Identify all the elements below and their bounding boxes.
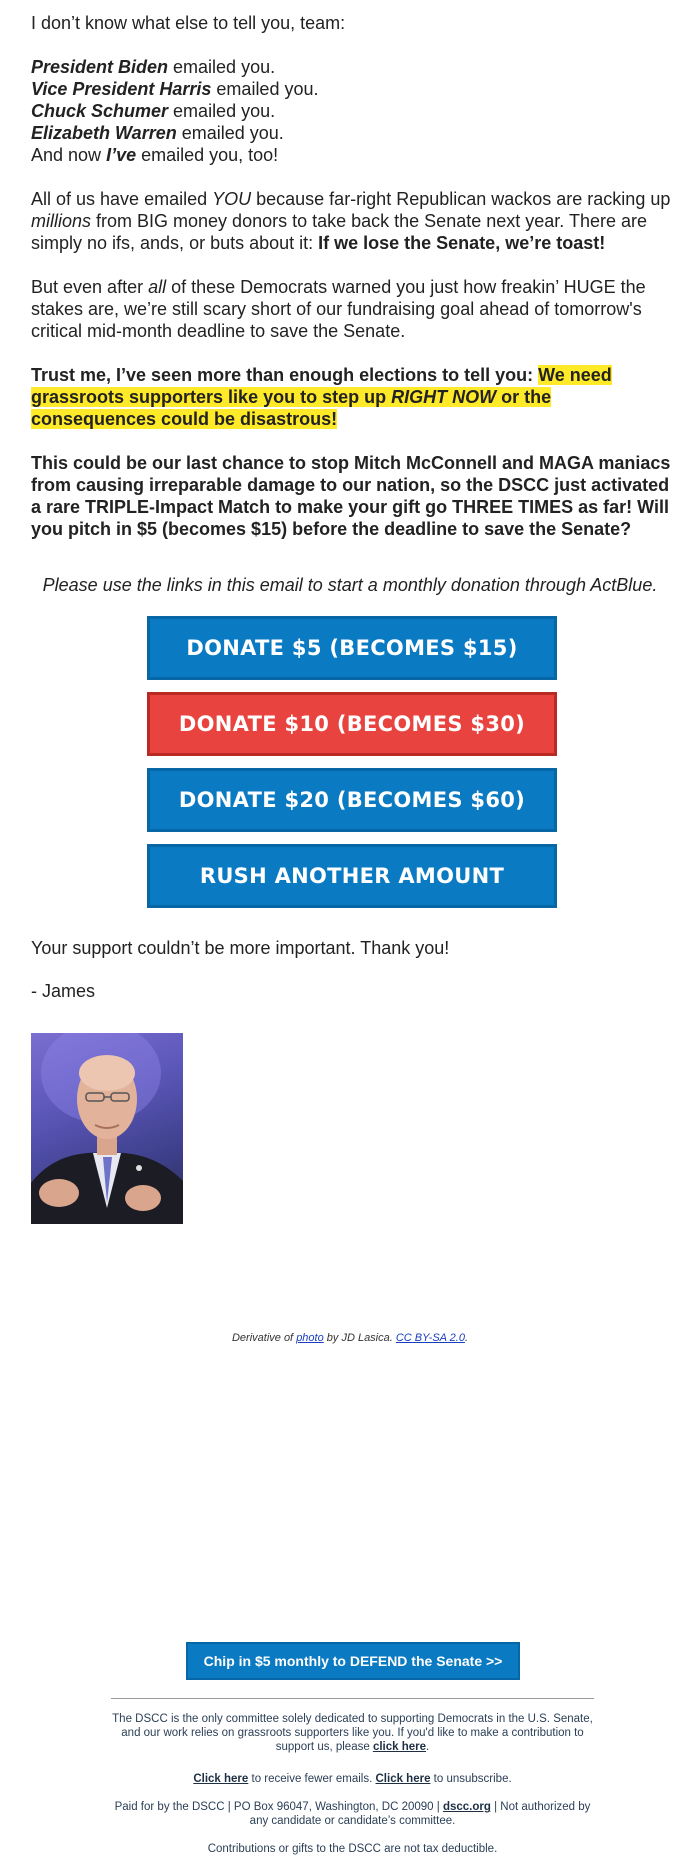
emailer-line: Chuck Schumer emailed you. [31, 101, 276, 121]
signature: - James [31, 981, 96, 1001]
footer-about: The DSCC is the only committee solely dedicated to supporting Democrats in the U.S. Senate, and our work relies on grassroots supporters like you. If you'd like to make a contribution to support us, please click here. [112, 1713, 593, 1753]
actblue-note: Please use the links in this email to start a monthly donation through ActBlue. [42, 575, 658, 595]
emailer-line: Vice President Harris emailed you. [31, 79, 319, 99]
photo-credit: Derivative of photo by JD Lasica. CC BY-SA 2.0. [231, 1332, 468, 1344]
paragraph-match: This could be our last chance to stop Mitch McConnell and MAGA maniacs from causing irreparable damage to our nation, so the DSCC just activated a rare TRIPLE-Impact Match to make your gift go THREE TIMES as far! Will you pitch in $5 (becomes $15) before the deadline to save the Senate? [31, 453, 671, 539]
email-content [31, 12, 671, 540]
paragraph-trust-me: Trust me, I’ve seen more than enough elections to tell you: We need grassroots supporters like you to step up RIGHT NOW or the consequences could be disastrous! [31, 365, 612, 429]
closing-line: Your support couldn’t be more important. Thank you! [31, 938, 450, 958]
highlighted-text: We need grassroots supporters like you to step up RIGHT NOW or the consequences could be disastrous! [31, 365, 612, 429]
unsubscribe-link[interactable]: Click here [375, 1773, 431, 1785]
portrait-image [31, 1033, 183, 1224]
donate-20-button[interactable]: DONATE $20 (BECOMES $60) [147, 768, 557, 832]
footer-paid-for: Paid for by the DSCC | PO Box 96047, Washington, DC 20090 | dscc.org | Not authorized by any candidate or candidate’s committee. [114, 1801, 591, 1827]
contribute-link[interactable]: click here [372, 1741, 427, 1753]
emailer-line: President Biden emailed you. [31, 57, 276, 77]
emailer-line: Elizabeth Warren emailed you. [31, 123, 284, 143]
chip-in-monthly-button[interactable]: Chip in $5 monthly to DEFEND the Senate >> [186, 1642, 520, 1680]
footer-email-prefs: Click here to receive fewer emails. Click here to unsubscribe. [193, 1773, 512, 1785]
paragraph-deadline: But even after all of these Democrats warned you just how freakin’ HUGE the stakes are, we’re still scary short of our fundraising goal ahead of tomorrow's critical mid-month deadline to save the Senate. [31, 277, 646, 341]
license-link[interactable]: CC BY-SA 2.0 [395, 1332, 465, 1344]
donate-5-button[interactable]: DONATE $5 (BECOMES $15) [147, 616, 557, 680]
footer-divider [111, 1698, 594, 1699]
and-now-line: And now I’ve emailed you, too! [31, 145, 279, 165]
opening-line: I don’t know what else to tell you, team: [31, 13, 346, 33]
james-carville-photo [31, 1033, 183, 1224]
fewer-emails-link[interactable]: Click here [193, 1773, 249, 1785]
footer-tax-note: Contributions or gifts to the DSCC are not tax deductible. [207, 1843, 498, 1855]
paragraph-republicans: All of us have emailed YOU because far-right Republican wackos are racking up millions from BIG money donors to take back the Senate next year. There are simply no ifs, ands, or buts about it: If we lose the Senate, we’re toast! [31, 189, 671, 253]
rush-another-amount-button[interactable]: RUSH ANOTHER AMOUNT [147, 844, 557, 908]
dscc-site-link[interactable]: dscc.org [442, 1801, 491, 1813]
donate-10-button[interactable]: DONATE $10 (BECOMES $30) [147, 692, 557, 756]
photo-link[interactable]: photo [296, 1332, 324, 1344]
